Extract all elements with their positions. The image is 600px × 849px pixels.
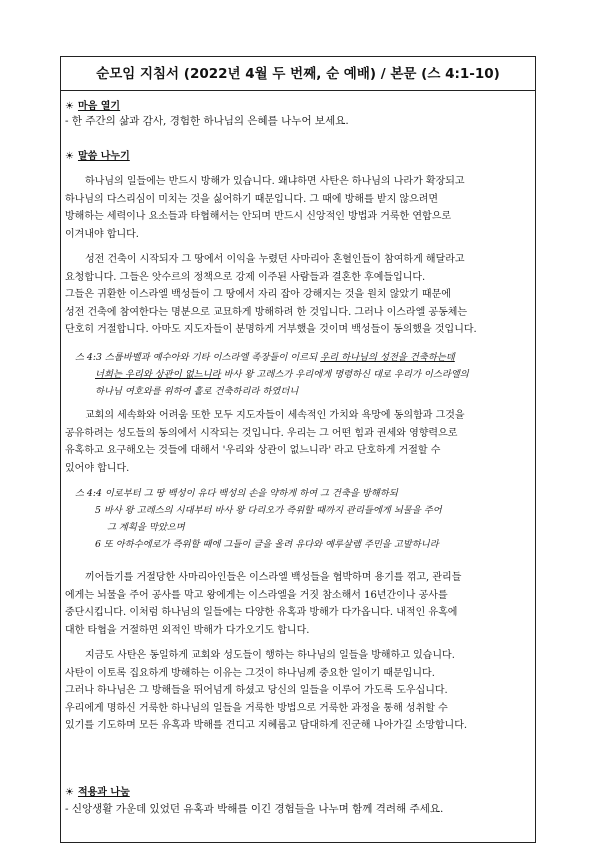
paragraph-line: 단호히 거절합니다. 아마도 지도자들이 분명하게 거부했을 것이며 백성들이 동의했을 것입니다. [65,324,477,335]
scripture-line: 스 4:4 이로부터 그 땅 백성이 유다 백성의 손을 약하게 하여 그 건축을 방해하되 [75,488,398,499]
scripture-line [75,366,529,383]
apply-heading [65,783,130,798]
sun-icon: ☀ [65,101,74,112]
sun-icon: ☀ [65,787,74,798]
opening-heading [65,97,120,112]
paragraph-line: 에게는 뇌물을 주어 공사를 막고 왕에게는 이스라엘을 거짓 참소해서 16년간이나 공사를 [65,589,448,601]
paragraph-line: 성전 건축이 시작되자 그 땅에서 이익을 누렸던 사마리아 혼혈인들이 참여하게 해달라고 [85,254,465,265]
paragraph-line: 중단시킵니다. 이처럼 하나님의 일들에는 다양한 유혹과 방해가 다가옵니다. 내적인 유혹에 [65,607,458,618]
paragraph-line: 요청합니다. 그들은 앗수르의 정책으로 강제 이주된 사람들과 결혼한 후예들입니다. [65,271,426,283]
paragraph-3 [65,407,529,477]
paragraph-line: 성전 건축에 참여한다는 명분으로 교묘하게 방해하려 한 것입니다. 그러나 이스라엘 공동체는 [65,306,468,318]
sun-icon: ☀ [65,151,74,162]
apply-heading-label: 적용과 나눔 [77,787,130,798]
opening-text: - 한 주간의 삶과 감사, 경험한 하나님의 은혜를 나누어 보세요. [65,115,349,127]
paragraph-line: 그러나 하나님은 그 방해들을 뛰어넘게 하셨고 당신의 일들을 이루어 가도록 도우십니다. [65,685,448,696]
scripture-line: 5 바사 왕 고레스의 시대부터 바사 왕 다리오가 즉위할 때까지 관리들에게 뇌물을 주어 [95,505,442,516]
paragraph-line: 지금도 사탄은 동일하게 교회와 성도들이 행하는 하나님의 일들을 방해하고 있습니다. [85,650,455,661]
scripture-text: 스 4:3 스룹바벨과 예수아와 기타 이스라엘 족장들이 이르되 [75,352,321,363]
sharing-heading-label: 말씀 나누기 [77,151,130,162]
paragraph-line: 있기를 기도하며 모든 유혹과 박해를 견디고 지혜롭고 담대하게 진군해 나아가길 소망합니다. [65,720,468,731]
scripture-ezra-4-3 [75,349,529,400]
scripture-text: 바사 왕 고레스가 우리에게 명령하신 대로 우리가 이스라엘의 [220,369,469,380]
paragraph-5 [65,647,529,735]
paragraph-line: 있어야 합니다. [65,462,130,474]
page-title: 순모임 지침서 (2022년 4월 두 번째, 순 예배) / 본문 (스 4:1-10) [60,56,536,91]
paragraph-line: 공유하려는 성도들의 동의에서 시작되는 것입니다. 우리는 그 어떤 힘과 권세와 영향력으로 [65,427,458,439]
paragraph-2 [65,251,529,339]
sharing-heading [65,147,130,162]
paragraph-line: 하나님의 일들에는 반드시 방해가 있습니다. 왜냐하면 사탄은 하나님의 나라가 확장되고 [85,176,465,187]
paragraph-line: 교회의 세속화와 어려움 또한 모두 지도자들이 세속적인 가치와 욕망에 동의함과 그것을 [85,410,465,421]
paragraph-line: 유혹하고 요구해오는 것들에 대해서 '우리와 상관이 없느니라' 라고 단호하게 거절할 수 [65,445,441,456]
paragraph-line: 우리에게 명하신 거룩한 하나님의 일들을 거룩한 방법으로 거룩한 과정을 통해 성취할 수 [65,702,448,714]
scripture-line: 6 또 아하수에로가 즉위할 때에 그들이 글을 올려 유다와 예루살렘 주민을 고발하니라 [95,539,439,550]
paragraph-line: 대한 타협을 거절하면 외적인 박해가 다가오기도 합니다. [65,624,310,636]
scripture-underline: 우리 하나님의 성전을 건축하는데 [320,352,455,363]
paragraph-line: 그들은 귀환한 이스라엘 백성들이 그 땅에서 자리 잡아 강해지는 것을 원치 않았기 때문에 [65,289,451,300]
scripture-line [75,349,529,366]
paragraph-line: 사탄이 이토록 집요하게 방해하는 이유는 그것이 하나님께 중요한 일이기 때문입니다. [65,667,435,679]
scripture-ezra-4-4 [75,485,529,553]
content-box [60,91,536,843]
paragraph-1 [65,173,529,243]
paragraph-line: 이겨내야 합니다. [65,228,139,240]
scripture-line: 그 계획을 막았으며 [107,522,185,533]
opening-heading-label: 마음 열기 [77,101,121,112]
scripture-underline: 너희는 우리와 상관이 없느니라 [95,369,221,380]
paragraph-line: 방해하는 세력이나 요소들과 타협해서는 안되며 반드시 신앙적인 방법과 거룩한 연합으로 [65,211,452,222]
apply-text: - 신앙생활 가운데 있었던 유혹과 박해를 이긴 경험들을 나누며 함께 격려해 주세요. [65,803,444,815]
paragraph-line: 끼어들기를 거절당한 사마리아인들은 이스라엘 백성들을 협박하며 용기를 꺾고, 관리들 [85,572,462,583]
paragraph-line: 하나님의 다스리심이 미치는 것을 싫어하기 때문입니다. 그 때에 방해를 받지 않으려면 [65,193,439,205]
paragraph-4 [65,569,529,639]
scripture-line: 하나님 여호와를 위하여 홀로 건축하리라 하였더니 [95,386,299,397]
